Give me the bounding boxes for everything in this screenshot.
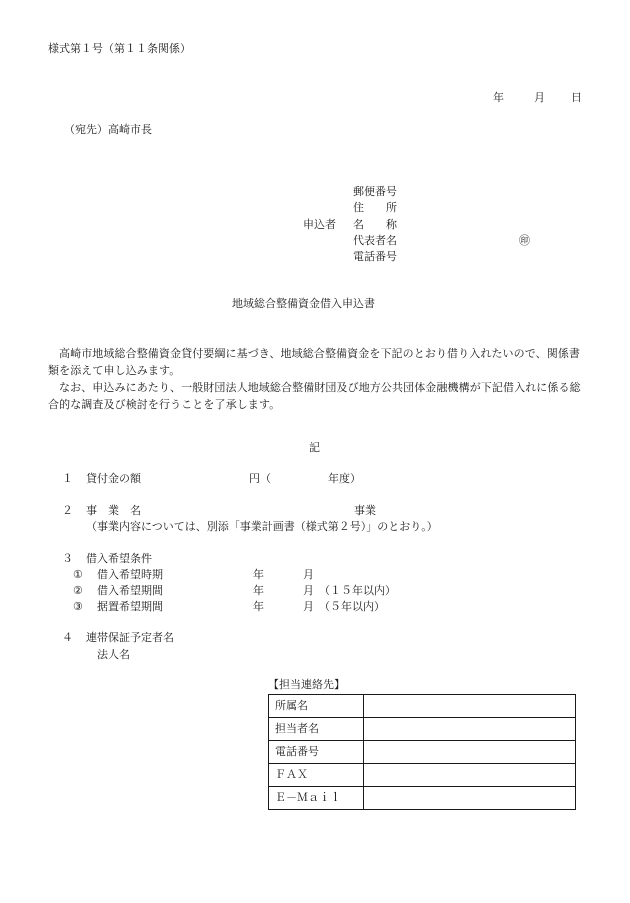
item-4-sub-label: 法人名 bbox=[97, 648, 130, 661]
form-id: 様式第１号（第１１条関係） bbox=[48, 42, 191, 55]
contact-label: 担当者名 bbox=[269, 718, 364, 741]
contact-label: 所属名 bbox=[269, 695, 364, 718]
condition-mark: ② bbox=[73, 584, 83, 597]
condition-month: 月 bbox=[303, 568, 314, 581]
contact-row bbox=[269, 718, 576, 741]
condition-month: 月 bbox=[303, 584, 314, 597]
condition-month: 月 bbox=[303, 600, 314, 613]
item-1-number: １ bbox=[62, 472, 73, 485]
seal-mark: ㊞ bbox=[519, 234, 530, 247]
item-4-number: ４ bbox=[62, 631, 73, 644]
item-2-label: 事 業 名 bbox=[86, 504, 141, 517]
date-day: 日 bbox=[571, 91, 582, 104]
postal-code-label: 郵便番号 bbox=[353, 185, 397, 198]
condition-year: 年 bbox=[253, 568, 264, 581]
item-3-number: ３ bbox=[62, 552, 73, 565]
item-4-label: 連帯保証予定者名 bbox=[86, 631, 174, 644]
contact-value-cell[interactable] bbox=[364, 764, 576, 787]
condition-note: （１５年以内） bbox=[319, 584, 396, 597]
condition-mark: ① bbox=[73, 568, 83, 581]
item-1-suffix: 年度） bbox=[328, 472, 361, 485]
body-paragraph-1: 高崎市地域総合整備資金貸付要綱に基づき、地域総合整備資金を下記のとおり借り入れたいので、関係書類を添えて申し込みます。 bbox=[48, 347, 581, 377]
contact-label: Ｅ－Ｍａｉｌ bbox=[269, 787, 364, 810]
contact-label: 電話番号 bbox=[269, 741, 364, 764]
contact-row bbox=[269, 787, 576, 810]
contact-label: ＦＡＸ bbox=[269, 764, 364, 787]
item-3-label: 借入希望条件 bbox=[86, 552, 152, 565]
condition-label: 据置希望期間 bbox=[97, 600, 163, 613]
name-label: 名 称 bbox=[353, 218, 397, 231]
contact-value-cell[interactable] bbox=[364, 718, 576, 741]
contact-heading: 【担当連絡先】 bbox=[268, 678, 345, 691]
condition-mark: ③ bbox=[73, 600, 83, 613]
condition-note: （５年以内） bbox=[319, 600, 385, 613]
condition-label: 借入希望期間 bbox=[97, 584, 163, 597]
body-paragraph-2: なお、申込みにあたり、一般財団法人地域総合整備財団及び地方公共団体金融機構が下記借入れに係る総合的な調査及び検討を行うことを了承します。 bbox=[48, 381, 581, 411]
contact-row bbox=[269, 741, 576, 764]
applicant-label: 申込者 bbox=[303, 218, 336, 231]
address-label: 住 所 bbox=[353, 201, 397, 214]
date-month: 月 bbox=[534, 91, 545, 104]
item-1-label: 貸付金の額 bbox=[86, 472, 141, 485]
addressee: （宛先）高崎市長 bbox=[64, 123, 152, 136]
item-1-unit: 円（ bbox=[249, 472, 271, 485]
condition-year: 年 bbox=[253, 600, 264, 613]
item-2-number: ２ bbox=[62, 504, 73, 517]
item-2-note: （事業内容については、別添「事業計画書（様式第２号）」のとおり。） bbox=[86, 520, 438, 533]
condition-year: 年 bbox=[253, 584, 264, 597]
item-2-suffix: 事業 bbox=[354, 504, 376, 517]
ki-heading: 記 bbox=[309, 441, 320, 454]
date-year: 年 bbox=[493, 91, 504, 104]
contact-value-cell[interactable] bbox=[364, 787, 576, 810]
condition-label: 借入希望時期 bbox=[97, 568, 163, 581]
contact-value-cell[interactable] bbox=[364, 741, 576, 764]
phone-label: 電話番号 bbox=[353, 250, 397, 263]
representative-label: 代表者名 bbox=[353, 234, 397, 247]
contact-row bbox=[269, 764, 576, 787]
form-title: 地域総合整備資金借入申込書 bbox=[232, 297, 375, 310]
contact-value-cell[interactable] bbox=[364, 695, 576, 718]
contact-table bbox=[268, 694, 576, 810]
contact-row bbox=[269, 695, 576, 718]
